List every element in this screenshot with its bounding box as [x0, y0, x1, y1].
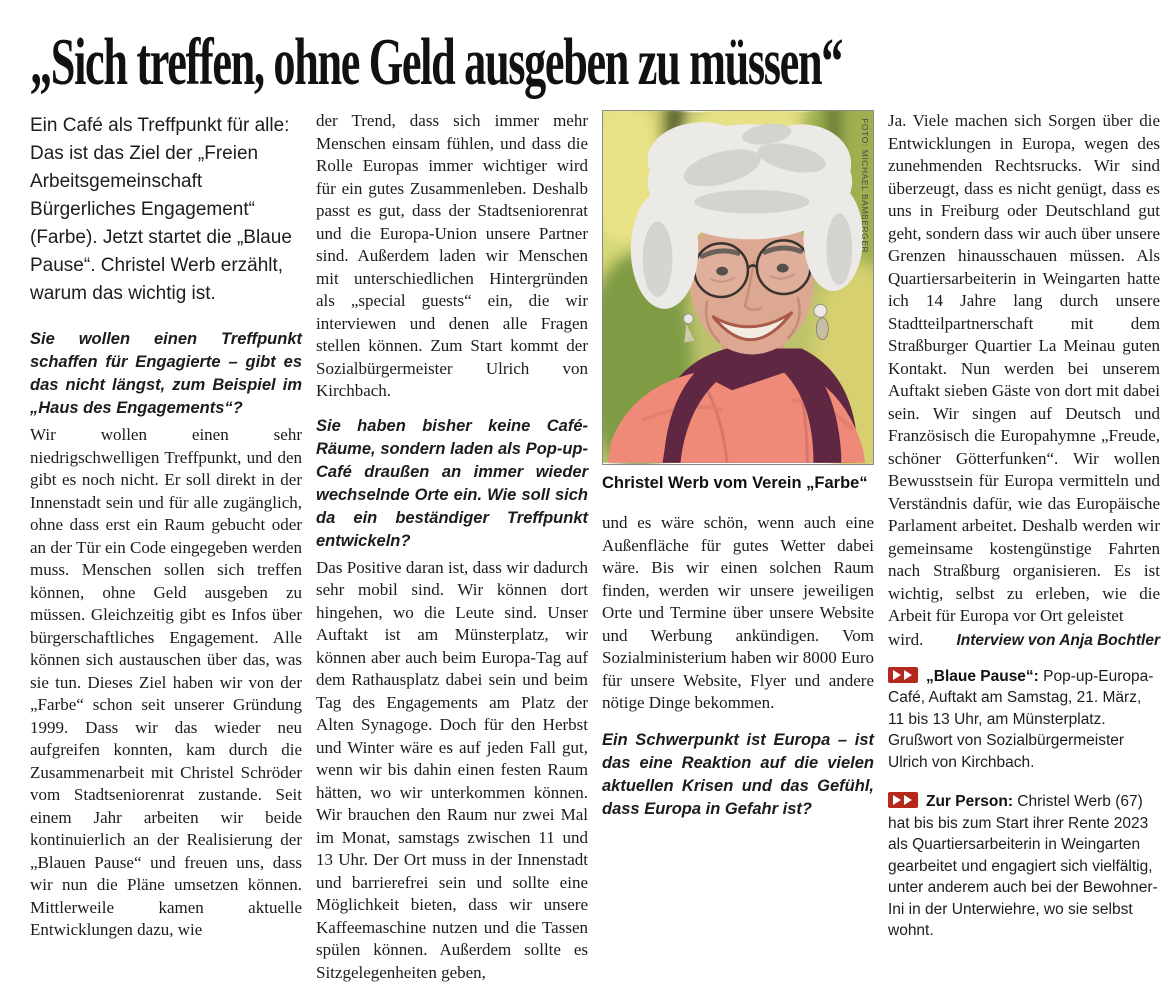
- double-arrow-icon: [888, 667, 918, 683]
- portrait-illustration: [603, 111, 873, 464]
- interview-answer-2-part-1: Das Positive daran ist, dass wir dadurch sehr mobil sind. Wir können dort hingehen, wo die Leute sind. Unser Auftakt ist am Münsterplatz, wir können aber auch beim Europa-Tag auf dem Rathausplatz dabei sein und beim Tag des Engagements am Platz der Alten Synagoge. Doch für den Herbst und Winter wäre es auf jeden Fall gut, wenn wir bis dahin einen festen Raum hätten, wo wir unterkommen können. Wir brauchen den Raum nur zwei Mal im Monat, samstags zwischen 11 und 13 Uhr. Der Ort muss in der Innenstadt und barrierefrei sein und sollte eine Möglichkeit bieten, dass wir unsere Kaffeemaschine nutzen und die Tassen spülen können. Außerdem sollte es Sitzgelegenheiten geben,: [316, 557, 588, 984]
- answer-last-word: wird.: [888, 628, 923, 651]
- interview-answer-1-part-2: der Trend, dass sich immer mehr Menschen einsam fühlen, und dass die Rolle Europas immer wichtiger wird für ein gutes Zusammenleben. Deshalb passt es gut, dass der Stadtseniorenrat und die Europa-Union unsere Partner sind. Außerdem laden wir Menschen mit unterschiedlichen Hintergründen als „special guests“ ein, die wir interviewen und denen alle Fragen stellen können. Zum Start kommt der Sozialbürgermeister Ulrich von Kirchbach.: [316, 110, 588, 403]
- interview-answer-2-part-2: und es wäre schön, wenn auch eine Außenfläche für gutes Wetter dabei wäre. Bis wir einen solchen Raum finden, werden wir unsere jeweiligen Orte und Termine über unsere Website und Werbung ankündigen. Vom Sozialministerium haben wir 8000 Euro für unsere Website, Flyer und andere nötige Dinge bekommen.: [602, 512, 874, 715]
- column-2: [316, 110, 588, 984]
- column-1: [30, 110, 302, 984]
- column-3: [602, 110, 874, 984]
- article-columns: [30, 110, 1155, 984]
- infobox-blaue-pause-lead: „Blaue Pause“:: [926, 668, 1039, 685]
- photo-caption: Christel Werb vom Verein „Farbe“: [602, 473, 874, 494]
- infobox-zur-person: [888, 791, 1160, 942]
- double-arrow-icon: [888, 792, 918, 808]
- infobox-zur-person-lead: Zur Person:: [926, 793, 1013, 810]
- interview-question-3: Ein Schwerpunkt ist Europa – ist das eine Reaktion auf die vielen aktuellen Krisen und das Gefühl, dass Europa in Gefahr ist?: [602, 729, 874, 821]
- interview-answer-3: Ja. Viele machen sich Sorgen über die Entwicklungen in Europa, wegen des zunehmenden Rechtsrucks. Wir sind überzeugt, dass es nicht genügt, dass es uns in Freiburg oder Deutschland gut geht, sondern dass wir auch über unsere Grenzen hinausschauen müssen. Als Quartiersarbeiterin in Weingarten hatte ich 14 Jahre lang durch unsere Stadtteilpartnerschaft mit dem Straßburger Quartier La Meinau guten Kontakt. Nun werden bei unserem Auftakt sieben Gäste von dort mit dabei sein. Wir singen auf Deutsch und Französisch die Europahymne „Freude, schöner Götterfunken“. Wir wollen Bewusstsein für Europa vermitteln und Verständnis dafür, wie das Europäische Parlament arbeitet. Deshalb werden wir gemeinsame kostengünstige Fahrten nach Straßburg organisieren. Es ist wichtig, selbst zu erleben, wie die Arbeit für Europa vor Ort geleistet: [888, 110, 1160, 628]
- interview-question-2: Sie haben bisher keine Café-Räume, sondern laden als Pop-up-Café draußen an immer wieder wechselnde Orte ein. Wie soll sich da ein beständiger Treffpunkt entwickeln?: [316, 415, 588, 553]
- portrait-photo: [602, 110, 874, 465]
- headline-row: [30, 24, 1155, 100]
- infobox-zur-person-text: Christel Werb (67) hat bis bis zum Start ihrer Rente 2023 als Quartiersarbeiterin in Weingarten gearbeitet und engagiert sich vielfältig, unter anderem auch bei der Bewohner-Ini in der Unterwiehre, wo sie selbst wohnt.: [888, 793, 1158, 939]
- byline: Interview von Anja Bochtler: [956, 629, 1160, 652]
- infobox-blaue-pause: [888, 666, 1160, 774]
- interview-answer-1-part-1: Wir wollen einen sehr niedrigschwelligen Treffpunkt, und den gibt es noch nicht. Er soll direkt in der Innenstadt sein und für alle zugänglich, ohne dass erst ein Raum gebucht oder an der Tür ein Code eingegeben werden muss. Menschen sollen sich treffen können, ohne Geld ausgeben zu müssen. Gleichzeitig gibt es Infos über bürgerschaftliches Engagement. Alle können sich austauschen über das, was sie tun. Dieses Ziel haben wir von der „Farbe“ schon seit unserer Gründung 1999. Dass wir das wieder neu aufgreifen konnten, kam durch die Zusammenarbeit mit Christel Schröder vom Stadtseniorenrat zustande. Seit einem Jahr arbeiten wir beide kontinuierlich an der Realisierung der „Blauen Pause“ und freuen uns, dass wir nun die Pläne umsetzen können. Mittlerweile kamen aktuelle Entwicklungen dazu, wie: [30, 424, 302, 942]
- column-4: [888, 110, 1160, 984]
- answer-end-and-byline: [888, 628, 1160, 652]
- article-headline: „Sich treffen, ohne Geld ausgeben zu müssen“: [30, 24, 842, 101]
- article-lead: Ein Café als Treffpunkt für alle: Das ist das Ziel der „Freien Arbeitsgemeinschaft Bürgerliches Engagement“ (Farbe). Jetzt startet die „Blaue Pause“. Christel Werb erzählt, warum das wichtig ist.: [30, 112, 302, 308]
- interview-question-1: Sie wollen einen Treffpunkt schaffen für Engagierte – gibt es das nicht längst, zum Beispiel im „Haus des Engagements“?: [30, 328, 302, 420]
- infobox-blaue-pause-text: Pop-up-Europa-Café, Auftakt am Samstag, 21. März, 11 bis 13 Uhr, am Münsterplatz. Grußwort von Sozialbürgermeister Ulrich von Kirchbach.: [888, 668, 1153, 771]
- photo-credit: FOTO: MICHAEL BAMBERGER: [860, 118, 870, 253]
